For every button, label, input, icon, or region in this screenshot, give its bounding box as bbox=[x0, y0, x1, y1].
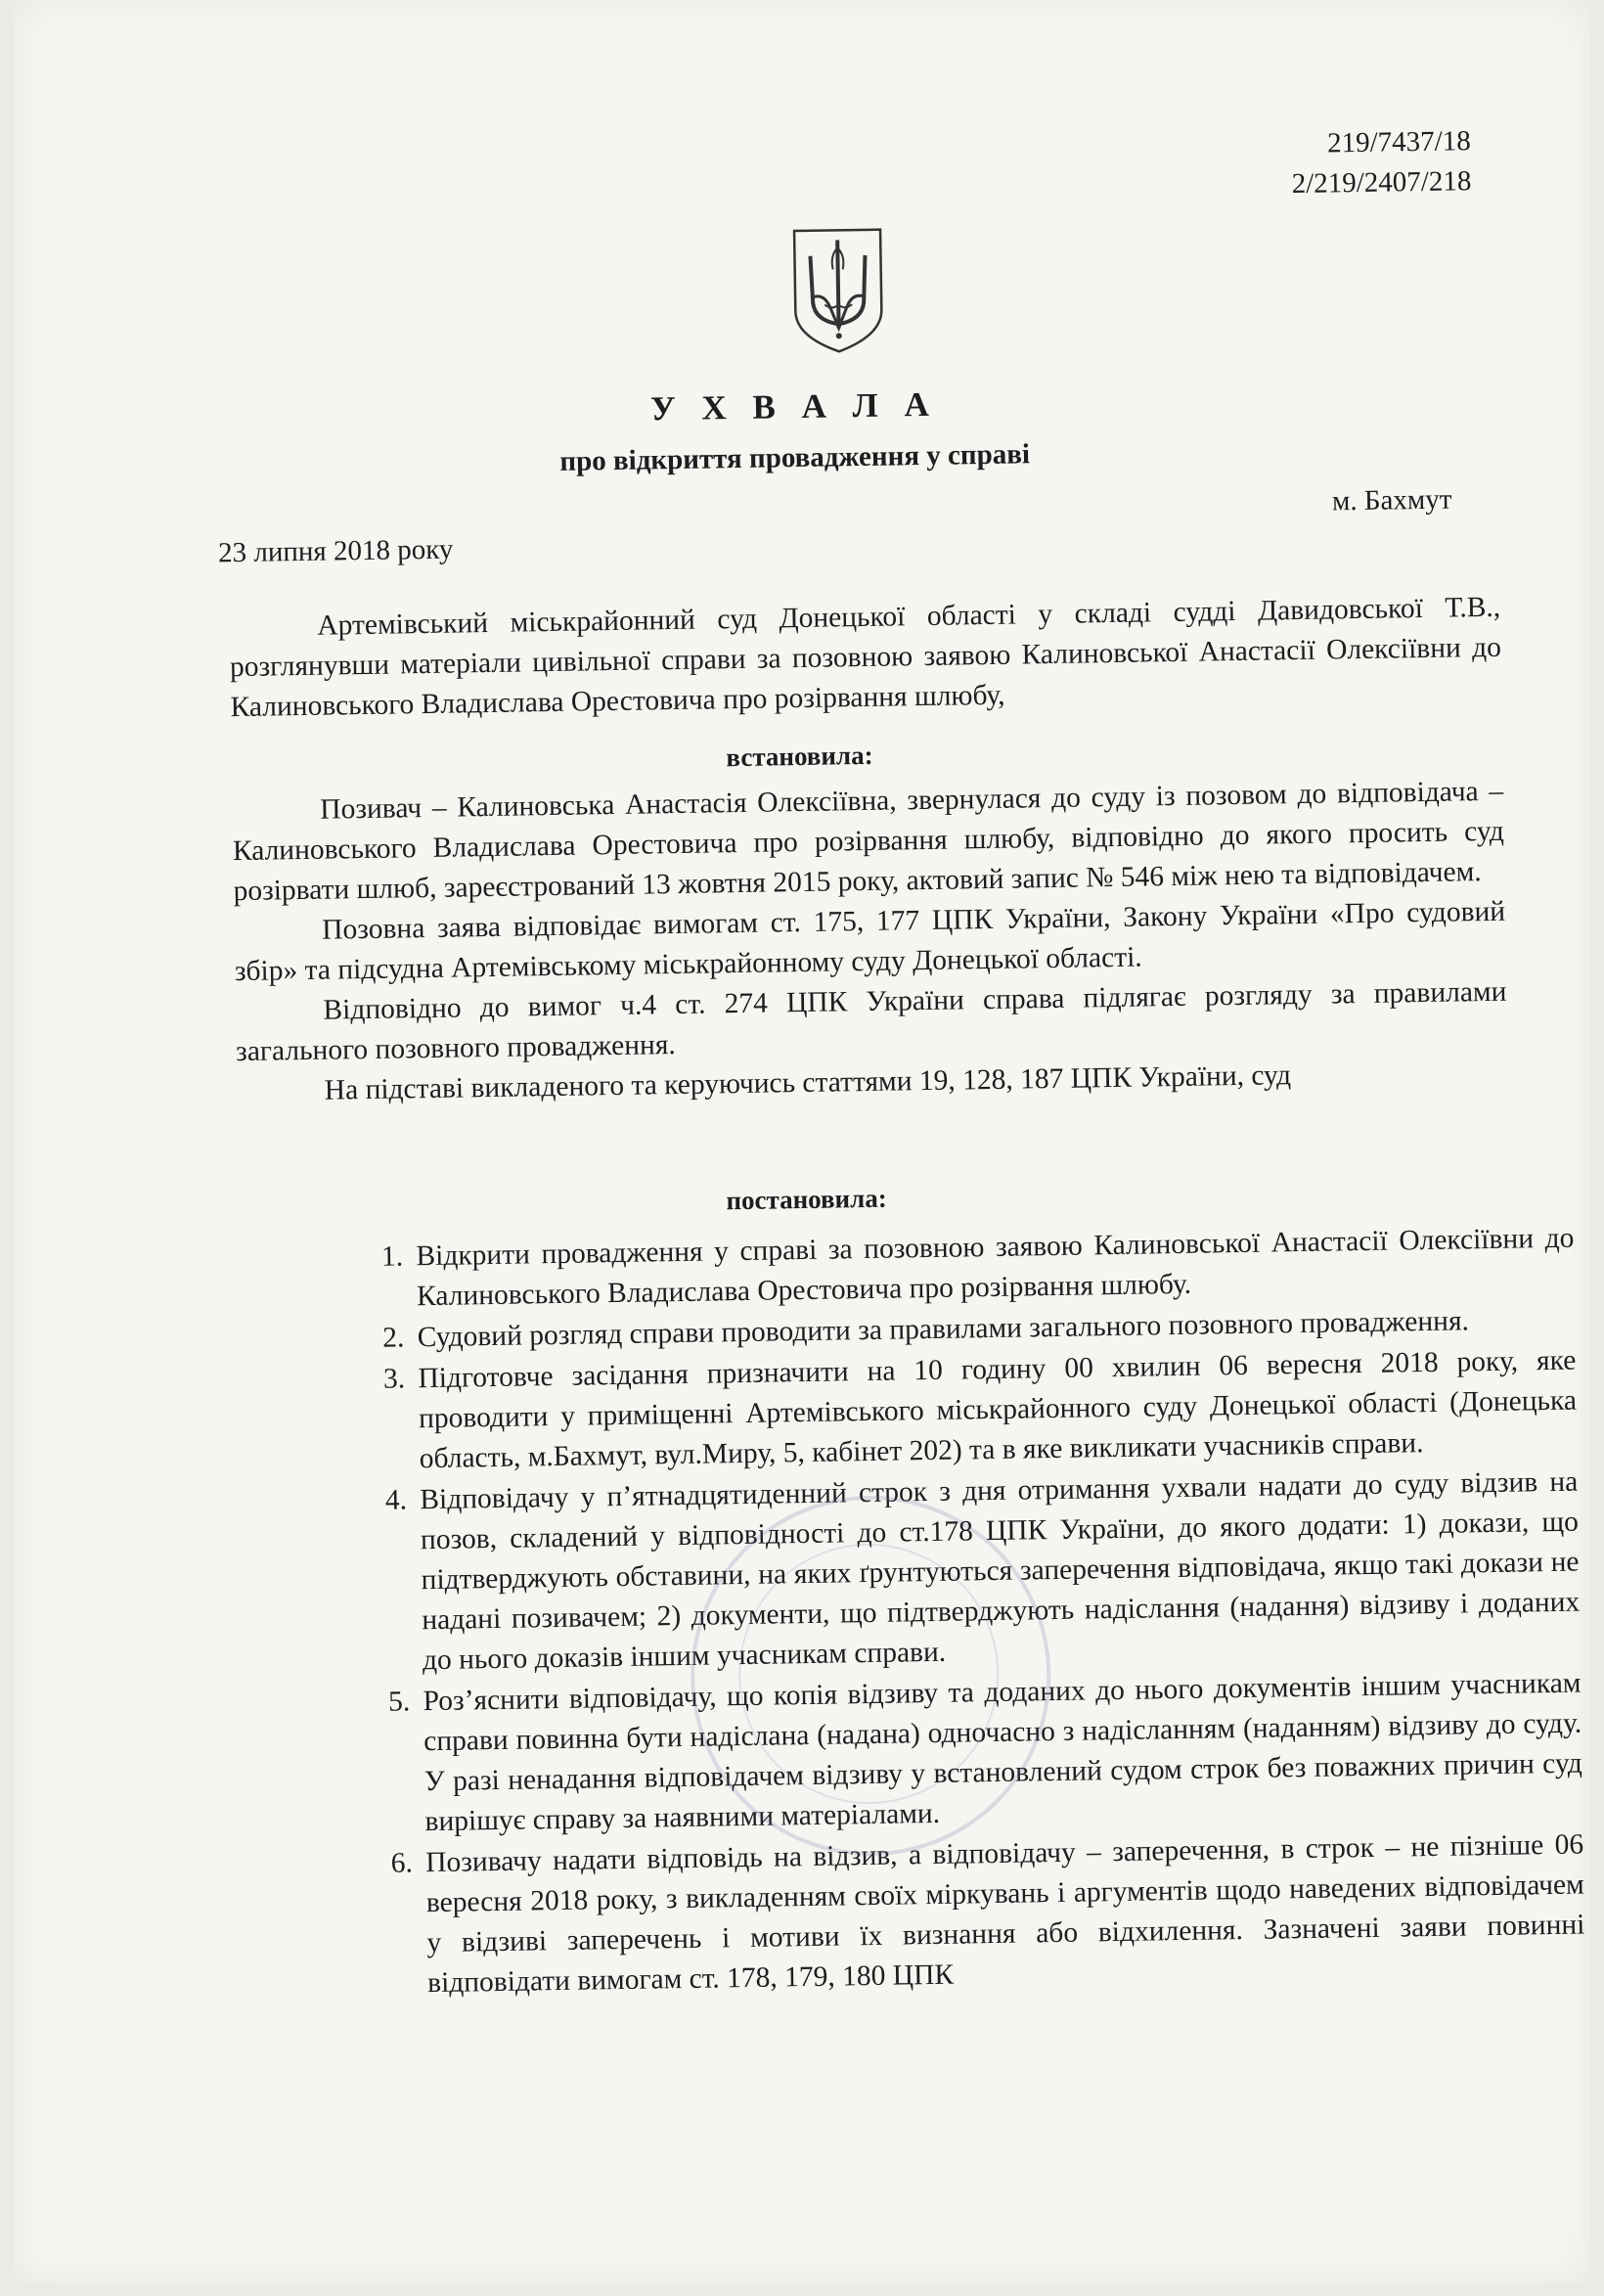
established-section bbox=[232, 772, 1508, 1112]
established-paragraph: Відповідно до вимог ч.4 ст. 274 ЦПК України справа підлягає розгляду за правилами загального позовного провадження. bbox=[235, 975, 1507, 1068]
established-paragraph: На підставі викладеного та керуючись статтями 19, 128, 187 ЦПК України, суд bbox=[324, 1059, 1292, 1106]
list-item: 3. Підготовче засідання призначити на 10 годину 00 хвилин 06 вересня 2018 року, яке проводити у приміщенні Артемівського міськрайонного суду Донецької області (Донецька область, м.Бахмут, вул.Миру, 5, кабінет 202) та в яке викликати учасників справи. bbox=[412, 1341, 1578, 1480]
list-item: 1. Відкрити провадження у справі за позовною заявою Калиновської Анастасії Олексіївни до Калиновського Владислава Орестовича про розірвання шлюбу. bbox=[410, 1219, 1575, 1318]
case-numbers bbox=[1291, 121, 1472, 204]
list-item: 5. Роз’яснити відповідачу, що копія відзиву та доданих до нього документів іншим учасникам справи повинна бути надіслана (надана) одночасно з надісланням (наданням) відзиву до суду. У разі ненадання відповідачем відзиву у встановлений судом строк без поважних причин суд вирішує справу за наявними матеріалами. bbox=[417, 1664, 1582, 1843]
intro-text: Артемівський міськрайонний суд Донецької області у складі судді Давидовської Т.В., розглянувши матеріали цивільної справи за позовною заявою Калиновської Анастасії Олексіївни до Калиновського Владислава Орестовича про розірвання шлюбу, bbox=[229, 591, 1502, 724]
list-item: 4. Відповідачу у п’ятнадцятиденний строк з дня отримання ухвали надати до суду відзив на позов, складений у відповідності до ст.178 ЦПК України, до якого додати: 1) докази, що підтверджують обставини, на яких ґрунтуються заперечення відповідача, якщо такі докази не надані позивачем; 2) документи, що підтверджують надіслання (надання) відзиву і доданих до нього доказів іншим учасникам справи. bbox=[414, 1463, 1581, 1682]
document-title: У Х В А Л А bbox=[649, 384, 938, 428]
court-seal-inner-ring bbox=[736, 1542, 1001, 1806]
coat-of-arms-icon bbox=[790, 226, 886, 356]
case-number-2: 2/219/2407/218 bbox=[1291, 165, 1472, 201]
list-item: 6. Позивачу надати відповідь на відзив, а відповідачу – заперечення, в строк – не пізніше 06 вересня 2018 року, з викладенням своїх міркувань і аргументів щодо наведених відповідачем у відзиві заперечень і мотиви їх визнання або відхилення. Зазначені заяви повинні відповідати вимогам ст. 178, 179, 180 ЦПК bbox=[420, 1825, 1585, 2004]
established-paragraph: Позовна заява відповідає вимогам ст. 175, 177 ЦПК України, Закону України «Про судовий збір» та підсудна Артемівському міськрайонному суду Донецької області. bbox=[234, 895, 1506, 988]
document-subtitle: про відкриття провадження у справі bbox=[559, 438, 1031, 477]
date: 23 липня 2018 року bbox=[217, 533, 454, 569]
place: м. Бахмут bbox=[1331, 483, 1452, 518]
document-page bbox=[14, 0, 1590, 2283]
case-number-1: 219/7437/18 bbox=[1326, 125, 1471, 159]
resolved-heading: постановила: bbox=[726, 1183, 887, 1216]
established-heading: встановила: bbox=[726, 740, 873, 773]
established-paragraph: Позивач – Калиновська Анастасія Олексіївна, звернулася до суду із позовом до відповідача – Калиновського Владислава Орестовича про розірвання шлюбу, відповідно до якого просить суд розірвати шлюб, зареєстрований 13 жовтня 2015 року, актовий запис № 546 між нею та відповідачем. bbox=[232, 775, 1505, 908]
intro-paragraph bbox=[229, 588, 1502, 728]
list-item: 2. Судовий розгляд справи проводити за правилами загального позовного провадження. bbox=[411, 1300, 1575, 1359]
